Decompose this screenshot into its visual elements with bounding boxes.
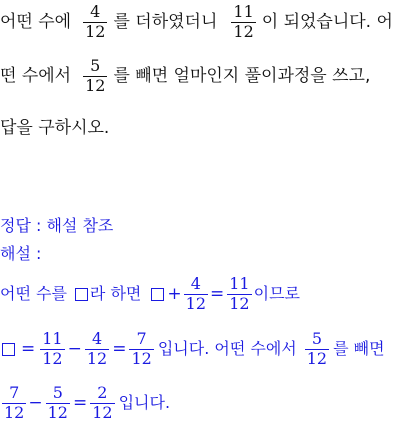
problem-text: 답을 구하시오.	[0, 118, 110, 138]
unknown-box	[2, 343, 15, 356]
denominator: 12	[92, 402, 113, 422]
answer-text: 정답 : 해설 참조	[0, 216, 114, 235]
problem-text: 를 빼면 얼마인지 풀이과정을 쓰고,	[113, 65, 371, 86]
minus-sign: −	[28, 392, 43, 413]
denominator: 12	[86, 348, 108, 368]
equals-sign: =	[210, 283, 225, 304]
numerator: 4	[190, 274, 201, 293]
fraction	[46, 385, 70, 422]
denominator: 12	[85, 75, 106, 95]
problem-text: 떤 수에서	[0, 65, 72, 86]
fraction	[129, 331, 153, 368]
numerator: 11	[42, 329, 63, 348]
numerator: 11	[233, 2, 254, 21]
fraction	[2, 385, 26, 422]
solution-line-2	[0, 331, 385, 368]
unknown-box	[151, 288, 164, 301]
fraction	[227, 276, 251, 313]
unknown-box	[75, 288, 88, 301]
solution-line-1	[0, 276, 300, 313]
minus-sign: −	[67, 338, 82, 359]
problem-line-3	[0, 120, 109, 137]
problem-text: 를 더하였더니	[113, 11, 218, 32]
solution-text: 라 하면	[89, 284, 142, 304]
solution-text: 입니다. 어떤 수에서	[157, 339, 297, 359]
denominator: 12	[131, 348, 152, 368]
solution-line-3	[0, 385, 170, 422]
denominator: 12	[185, 293, 206, 313]
numerator: 7	[136, 329, 147, 348]
denominator: 12	[4, 402, 25, 422]
numerator: 5	[90, 56, 101, 75]
fraction	[305, 331, 329, 368]
numerator: 5	[311, 329, 322, 348]
problem-line-2	[0, 58, 370, 95]
solution-text: 어떤 수를	[0, 284, 67, 304]
solution-heading: 해설 :	[0, 244, 42, 263]
fraction	[83, 58, 107, 95]
numerator: 2	[97, 383, 108, 402]
numerator: 4	[90, 2, 101, 21]
denominator: 12	[85, 21, 106, 41]
solution-text: 이므로	[253, 284, 300, 304]
numerator: 4	[91, 329, 103, 348]
solution-text: 입니다.	[118, 393, 171, 413]
fraction	[40, 331, 64, 368]
problem-line-1	[0, 4, 393, 41]
solution-text: 를 빼면	[333, 339, 385, 359]
denominator: 12	[42, 348, 63, 368]
solution-label	[0, 246, 41, 262]
numerator: 5	[52, 383, 63, 402]
fraction	[231, 4, 255, 41]
denominator: 12	[229, 293, 250, 313]
equals-sign: =	[72, 392, 88, 413]
equals-sign: =	[112, 338, 127, 359]
plus-sign: +	[167, 283, 182, 304]
fraction	[85, 331, 109, 368]
answer-label	[0, 218, 113, 234]
numerator: 7	[9, 383, 20, 402]
denominator: 12	[306, 348, 328, 368]
denominator: 12	[47, 402, 68, 422]
numerator: 11	[229, 274, 250, 293]
denominator: 12	[233, 21, 254, 41]
problem-text: 이 되었습니다. 어	[261, 11, 393, 32]
fraction	[83, 4, 107, 41]
fraction	[90, 385, 114, 422]
equals-sign: =	[21, 338, 36, 359]
fraction	[184, 276, 208, 313]
problem-text: 어떤 수에	[0, 11, 72, 32]
